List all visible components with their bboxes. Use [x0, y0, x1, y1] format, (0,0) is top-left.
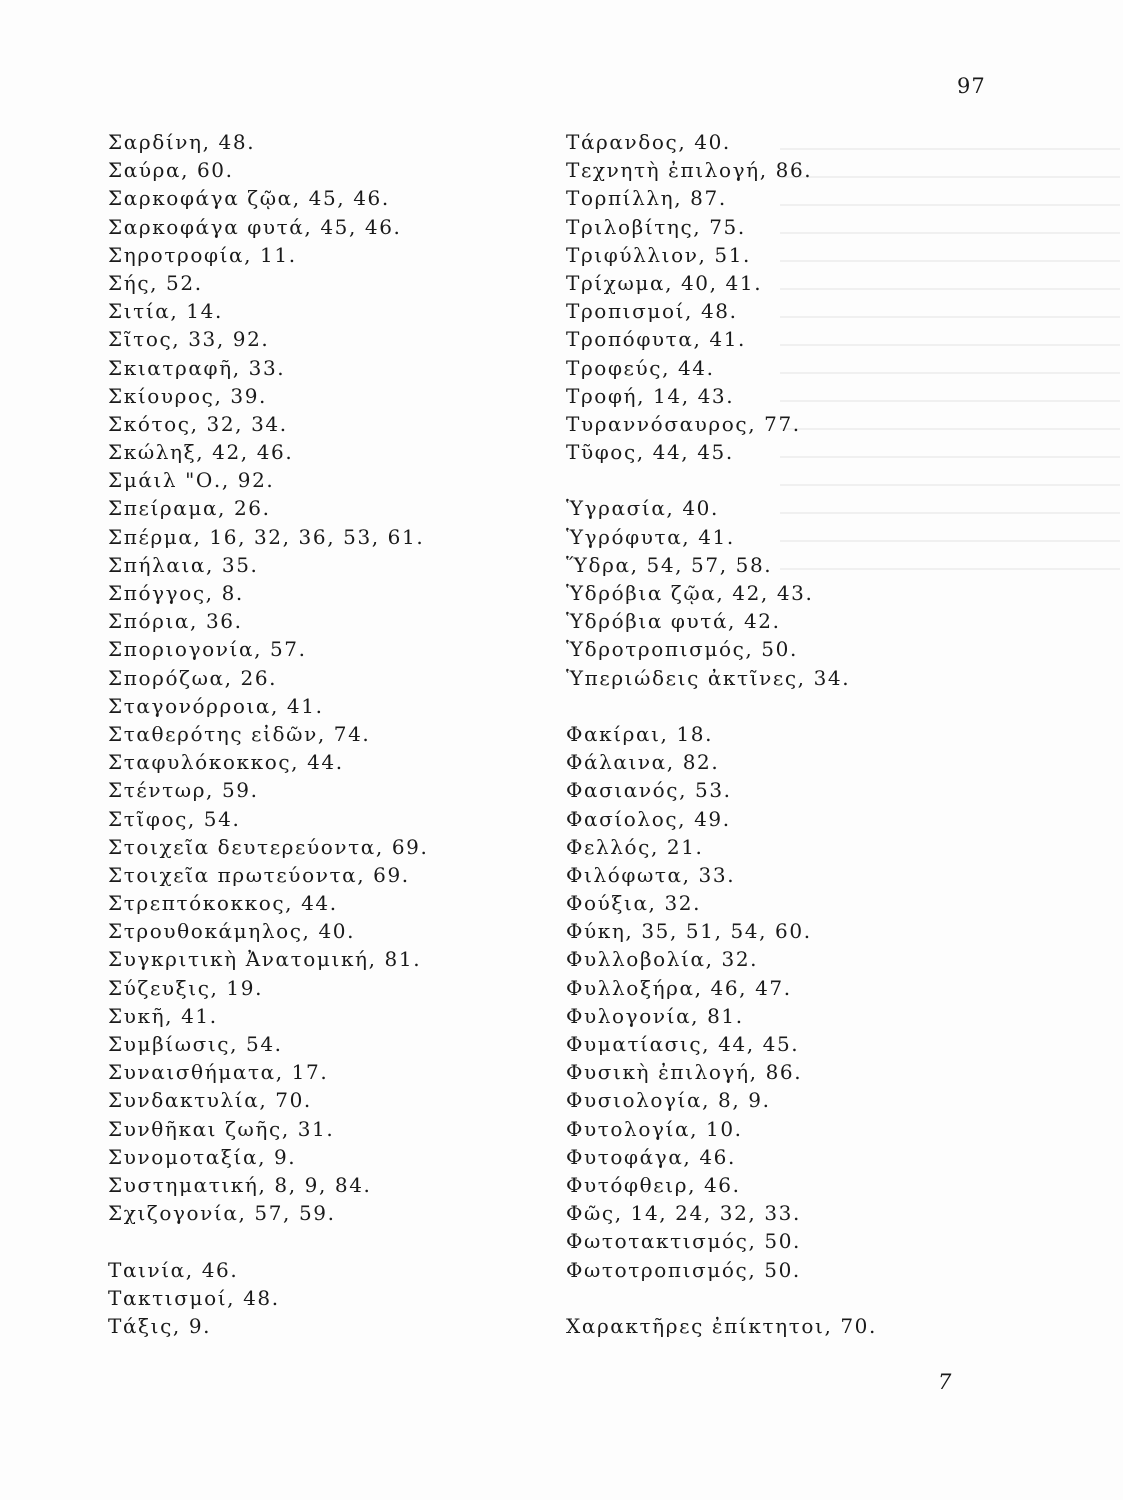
index-entry: Φωτοτροπισμός, 50.	[566, 1257, 801, 1282]
index-entry: Τῦφος, 44, 45.	[566, 440, 734, 465]
index-entry: Φυλλοβολία, 32.	[566, 947, 759, 972]
index-entry: Φύκη, 35, 51, 54, 60.	[566, 919, 812, 944]
index-entry: Ὕδρα, 54, 57, 58.	[566, 552, 773, 577]
index-entry: Σιτία, 14.	[108, 299, 223, 324]
index-entry: Στρουθοκάμηλος, 40.	[108, 919, 356, 944]
index-entry: Χαρακτῆρες ἐπίκτητοι, 70.	[566, 1313, 877, 1338]
index-entry: Φασιανός, 53.	[566, 778, 732, 803]
index-entry: Σπόρια, 36.	[108, 609, 243, 634]
index-entry: Φυλογονία, 81.	[566, 1003, 744, 1028]
index-entry: Σής, 52.	[108, 270, 203, 295]
index-entry: Σπόγγος, 8.	[108, 581, 244, 605]
index-entry: Συνδακτυλία, 70.	[108, 1088, 312, 1113]
index-entry: Φυτόφθειρ, 46.	[566, 1172, 741, 1197]
index-entry: Τροφεύς, 44.	[566, 355, 715, 380]
index-entry: Τρίχωμα, 40, 41.	[566, 270, 763, 295]
index-entry: Σπέρμα, 16, 32, 36, 53, 61.	[108, 524, 425, 549]
index-entry: Φυτολογία, 10.	[566, 1116, 743, 1141]
index-entry: Σῖτος, 33, 92.	[108, 327, 270, 352]
index-entry: Ὑπεριώδεις ἀκτῖνες, 34.	[566, 665, 851, 690]
index-entry: Ὑδρόβια ζῷα, 42, 43.	[566, 581, 814, 605]
signature-mark: 7	[938, 1370, 952, 1394]
index-entry: Ταινία, 46.	[108, 1257, 239, 1282]
index-entry: Τριφύλλιον, 51.	[566, 242, 752, 267]
section-gap	[108, 1227, 558, 1255]
index-entry: Σταθερότης εἰδῶν, 74.	[108, 721, 371, 746]
index-entry: Ὑγρόφυτα, 41.	[566, 524, 735, 549]
index-entry: Φάλαινα, 82.	[566, 750, 720, 775]
section-gap	[566, 692, 1016, 720]
index-entry: Σταφυλόκοκκος, 44.	[108, 750, 344, 775]
index-entry: Τορπίλλη, 87.	[566, 186, 727, 211]
index-entry: Σποριογονία, 57.	[108, 637, 307, 662]
index-entry: Σηροτροφία, 11.	[108, 242, 297, 267]
index-entry: Συνθῆκαι ζωῆς, 31.	[108, 1116, 335, 1141]
index-entry: Τριλοβίτης, 75.	[566, 214, 746, 239]
index-entry: Στρεπτόκοκκος, 44.	[108, 891, 338, 916]
index-entry: Σταγονόρροια, 41.	[108, 693, 324, 718]
index-entry: Σαύρα, 60.	[108, 158, 234, 183]
index-entry: Τεχνητὴ ἐπιλογή, 86.	[566, 158, 813, 183]
index-entry: Φυλλοξήρα, 46, 47.	[566, 975, 792, 1000]
index-entry: Φυσικὴ ἐπιλογή, 86.	[566, 1060, 803, 1085]
index-entry: Συγκριτικὴ Ἀνατομική, 81.	[108, 947, 422, 972]
index-entry: Στῖφος, 54.	[108, 806, 241, 831]
section-gap	[566, 466, 1016, 494]
index-entry: Σχιζογονία, 57, 59.	[108, 1201, 336, 1226]
index-entry: Στοιχεῖα πρωτεύοντα, 69.	[108, 862, 410, 887]
index-entry: Συκῆ, 41.	[108, 1003, 218, 1028]
index-entry: Σύζευξις, 19.	[108, 975, 264, 1000]
index-entry: Τροπισμοί, 48.	[566, 299, 738, 324]
index-entry: Σαρκοφάγα ζῷα, 45, 46.	[108, 186, 390, 211]
index-entry: Τακτισμοί, 48.	[108, 1285, 280, 1310]
index-entry: Φῶς, 14, 24, 32, 33.	[566, 1201, 801, 1226]
index-entry: Σκότος, 32, 34.	[108, 411, 288, 436]
index-entry: Σπήλαια, 35.	[108, 552, 259, 577]
index-entry: Φελλός, 21.	[566, 834, 704, 859]
index-entry: Στέντωρ, 59.	[108, 778, 259, 803]
index-entry: Τάρανδος, 40.	[566, 130, 731, 154]
index-entry: Τροπόφυτα, 41.	[566, 327, 746, 352]
index-entry: Φιλόφωτα, 33.	[566, 862, 736, 887]
index-entry: Σκίουρος, 39.	[108, 383, 268, 408]
index-entry: Τροφή, 14, 43.	[566, 383, 735, 408]
index-column-right	[566, 128, 1016, 1340]
index-entry: Τάξις, 9.	[108, 1313, 212, 1338]
index-entry: Σκιατραφῆ, 33.	[108, 355, 286, 380]
page-number: 97	[957, 74, 986, 98]
index-entry: Φυσιολογία, 8, 9.	[566, 1088, 771, 1113]
index-entry: Συναισθήματα, 17.	[108, 1060, 329, 1085]
index-entry: Ὑδρόβια φυτά, 42.	[566, 609, 781, 634]
section-gap	[566, 1284, 1016, 1312]
index-entry: Φούξια, 32.	[566, 891, 702, 916]
index-entry: Τυραννόσαυρος, 77.	[566, 411, 801, 436]
index-entry: Φωτοτακτισμός, 50.	[566, 1229, 802, 1254]
index-entry: Σαρκοφάγα φυτά, 45, 46.	[108, 214, 402, 239]
index-entry: Σπορόζωα, 26.	[108, 665, 278, 690]
index-entry: Στοιχεῖα δευτερεύοντα, 69.	[108, 834, 429, 859]
index-entry: Σκώληξ, 42, 46.	[108, 440, 294, 465]
index-entry: Συστηματική, 8, 9, 84.	[108, 1172, 372, 1197]
index-entry: Φυματίασις, 44, 45.	[566, 1032, 800, 1056]
index-column-left	[108, 128, 558, 1340]
index-entry: Ὑγρασία, 40.	[566, 496, 719, 521]
index-entry: Φυτοφάγα, 46.	[566, 1144, 736, 1169]
index-entry: Σμάιλ "Ο., 92.	[108, 468, 275, 493]
index-entry: Φασίολος, 49.	[566, 806, 731, 831]
index-entry: Συμβίωσις, 54.	[108, 1032, 283, 1056]
index-entry: Φακίραι, 18.	[566, 721, 714, 746]
index-entry: Ὑδροτροπισμός, 50.	[566, 637, 798, 662]
index-entry: Σπείραμα, 26.	[108, 496, 271, 521]
index-entry: Σαρδίνη, 48.	[108, 130, 256, 154]
index-entry: Συνομοταξία, 9.	[108, 1144, 297, 1169]
